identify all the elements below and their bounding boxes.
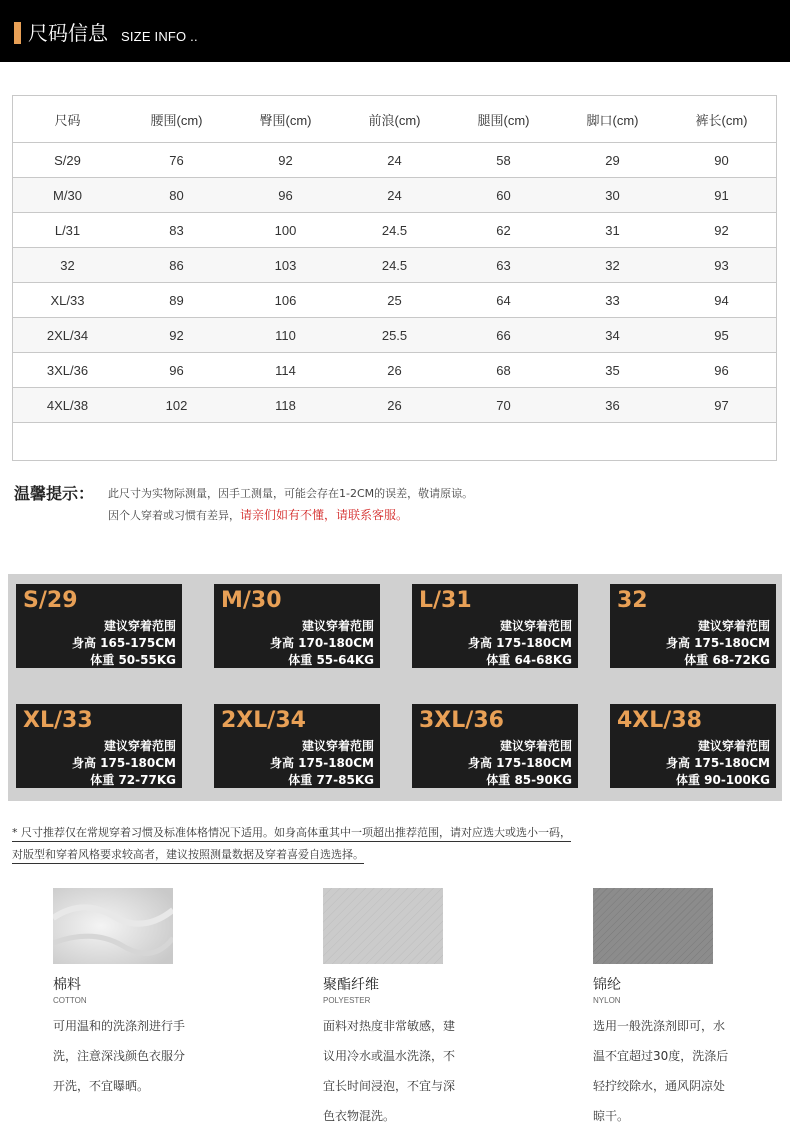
fabric-name-en: POLYESTER [323, 996, 371, 1005]
table-cell: 66 [449, 318, 558, 353]
fabric-name: 聚酯纤维 [323, 977, 379, 993]
size-table-container [12, 95, 777, 461]
table-cell: 110 [231, 318, 340, 353]
table-cell: 95 [667, 318, 776, 353]
table-cell: 35 [558, 353, 667, 388]
table-cell: M/30 [13, 178, 122, 213]
size-table [13, 96, 776, 457]
empty-cell [13, 423, 776, 458]
table-cell: 100 [231, 213, 340, 248]
care-line: 面料对热度非常敏感，建 [323, 1019, 456, 1033]
size-card-title: 建议穿着范围 [499, 739, 572, 753]
col-header: 腰围(cm) [122, 96, 231, 143]
size-card [412, 704, 578, 788]
size-card-height: 身高 175-180CM [467, 636, 572, 650]
nylon-swatch-image [593, 888, 713, 964]
size-card-title: 建议穿着范围 [697, 619, 770, 633]
cotton-swatch-image [53, 888, 173, 964]
size-card-height: 身高 175-180CM [467, 756, 572, 770]
size-card-weight: 体重 68-72KG [684, 653, 770, 667]
size-card-title: 建议穿着范围 [103, 619, 176, 633]
col-header: 腿围(cm) [449, 96, 558, 143]
table-cell: 34 [558, 318, 667, 353]
table-cell: 58 [449, 143, 558, 178]
tip-line-1: 此尺寸为实物际测量，因手工测量，可能会存在1-2CM的误差，敬请原谅。 [108, 487, 474, 500]
size-card-title: 建议穿着范围 [697, 739, 770, 753]
section-title: 尺码信息 [28, 21, 108, 45]
fabric-care-text [323, 1011, 483, 1131]
size-card-weight: 体重 90-100KG [675, 773, 770, 787]
table-cell: 92 [122, 318, 231, 353]
fabric-name: 锦纶 [593, 977, 621, 993]
table-cell: 96 [122, 353, 231, 388]
col-header: 尺码 [13, 96, 122, 143]
size-card [214, 584, 380, 668]
col-header: 前浪(cm) [340, 96, 449, 143]
size-card-title: 建议穿着范围 [103, 739, 176, 753]
note-line-1: * 尺寸推荐仅在常规穿着习惯及标准体格情况下适用。如身高体重其中一项超出推荐范围，请对应选大或选小一码， [12, 824, 571, 842]
note-line-2: 对版型和穿着风格要求较高者，建议按照测量数据及穿着喜爱自选选择。 [12, 846, 364, 864]
fabric-nylon [593, 888, 790, 1131]
fabric-name-en: NYLON [593, 996, 621, 1005]
tip-label: 温馨提示： [14, 484, 95, 503]
table-row [13, 213, 776, 248]
size-card-size: L/31 [419, 588, 472, 613]
fabric-care-text [53, 1011, 213, 1101]
table-cell: 4XL/38 [13, 388, 122, 423]
section-title-en: SIZE INFO .. [121, 29, 198, 44]
table-cell: 89 [122, 283, 231, 318]
table-cell: 26 [340, 388, 449, 423]
table-cell: 80 [122, 178, 231, 213]
table-row [13, 388, 776, 423]
table-cell: 32 [13, 248, 122, 283]
size-card-weight: 体重 72-77KG [90, 773, 176, 787]
table-cell: 103 [231, 248, 340, 283]
size-card-size: S/29 [23, 588, 78, 613]
size-card-title: 建议穿着范围 [301, 739, 374, 753]
care-line: 开洗，不宜曝晒。 [53, 1079, 150, 1093]
table-row [13, 318, 776, 353]
table-cell: 31 [558, 213, 667, 248]
size-recommendation-grid [8, 574, 782, 801]
care-line: 温不宜超过30度，洗涤后 [593, 1049, 729, 1063]
table-cell: 93 [667, 248, 776, 283]
table-cell: 24.5 [340, 248, 449, 283]
care-line: 宜长时间浸泡，不宜与深 [323, 1079, 456, 1093]
table-cell: 90 [667, 143, 776, 178]
size-card-height: 身高 175-180CM [665, 756, 770, 770]
size-card-height: 身高 165-175CM [71, 636, 176, 650]
care-line: 晾干。 [593, 1109, 630, 1123]
table-cell: 33 [558, 283, 667, 318]
table-cell: 2XL/34 [13, 318, 122, 353]
size-card-weight: 体重 77-85KG [288, 773, 374, 787]
size-card-height: 身高 170-180CM [269, 636, 374, 650]
accent-bar [14, 22, 21, 44]
size-card [412, 584, 578, 668]
table-cell: 114 [231, 353, 340, 388]
table-cell: 102 [122, 388, 231, 423]
table-cell: 26 [340, 353, 449, 388]
size-card-size: M/30 [221, 588, 282, 613]
size-card-weight: 体重 85-90KG [486, 773, 572, 787]
size-card-size: 2XL/34 [221, 708, 306, 733]
table-cell: 96 [231, 178, 340, 213]
table-cell: 24.5 [340, 213, 449, 248]
care-line: 洗，注意深浅颜色衣服分 [53, 1049, 186, 1063]
size-card [214, 704, 380, 788]
col-header: 脚口(cm) [558, 96, 667, 143]
table-row-empty [13, 423, 776, 458]
section-header [0, 0, 790, 62]
table-cell: 3XL/36 [13, 353, 122, 388]
size-card-size: 32 [617, 588, 648, 613]
care-line: 可用温和的洗涤剂进行手 [53, 1019, 186, 1033]
table-cell: 86 [122, 248, 231, 283]
table-cell: 83 [122, 213, 231, 248]
table-row [13, 248, 776, 283]
table-cell: 92 [667, 213, 776, 248]
table-row [13, 283, 776, 318]
size-card-height: 身高 175-180CM [665, 636, 770, 650]
size-card-size: 4XL/38 [617, 708, 702, 733]
table-cell: 68 [449, 353, 558, 388]
table-cell: L/31 [13, 213, 122, 248]
fabric-care-text [593, 1011, 753, 1131]
size-card [16, 584, 182, 668]
size-card-title: 建议穿着范围 [301, 619, 374, 633]
col-header: 臀围(cm) [231, 96, 340, 143]
polyester-swatch-image [323, 888, 443, 964]
table-cell: 97 [667, 388, 776, 423]
table-row [13, 353, 776, 388]
table-cell: 25 [340, 283, 449, 318]
table-cell: 94 [667, 283, 776, 318]
size-card-weight: 体重 64-68KG [486, 653, 572, 667]
table-cell: 92 [231, 143, 340, 178]
table-cell: S/29 [13, 143, 122, 178]
size-card [610, 704, 776, 788]
table-row [13, 143, 776, 178]
table-cell: 118 [231, 388, 340, 423]
size-card-size: 3XL/36 [419, 708, 504, 733]
table-cell: 62 [449, 213, 558, 248]
size-card-height: 身高 175-180CM [71, 756, 176, 770]
table-cell: 36 [558, 388, 667, 423]
size-card-size: XL/33 [23, 708, 93, 733]
table-cell: XL/33 [13, 283, 122, 318]
table-cell: 24 [340, 178, 449, 213]
size-card [16, 704, 182, 788]
size-card [610, 584, 776, 668]
table-cell: 25.5 [340, 318, 449, 353]
fabric-cotton [53, 888, 253, 1101]
care-line: 轻拧绞除水，通风阴凉处 [593, 1079, 726, 1093]
col-header: 裤长(cm) [667, 96, 776, 143]
table-cell: 30 [558, 178, 667, 213]
table-cell: 29 [558, 143, 667, 178]
table-cell: 32 [558, 248, 667, 283]
table-cell: 96 [667, 353, 776, 388]
fabric-name: 棉料 [53, 977, 81, 993]
fabric-polyester [323, 888, 523, 1131]
table-row [13, 178, 776, 213]
table-cell: 64 [449, 283, 558, 318]
table-cell: 91 [667, 178, 776, 213]
table-cell: 63 [449, 248, 558, 283]
tip-line-2 [108, 506, 408, 523]
tip-line-2-highlight: 请亲们如有不懂，请联系客服。 [240, 508, 409, 522]
size-card-weight: 体重 50-55KG [90, 653, 176, 667]
care-line: 议用冷水或温水洗涤，不 [323, 1049, 456, 1063]
table-cell: 70 [449, 388, 558, 423]
table-header-row [13, 96, 776, 143]
table-cell: 76 [122, 143, 231, 178]
size-card-title: 建议穿着范围 [499, 619, 572, 633]
table-cell: 24 [340, 143, 449, 178]
size-card-weight: 体重 55-64KG [288, 653, 374, 667]
care-line: 选用一般洗涤剂即可，水 [593, 1019, 726, 1033]
table-cell: 60 [449, 178, 558, 213]
fabric-name-en: COTTON [53, 996, 87, 1005]
size-card-height: 身高 175-180CM [269, 756, 374, 770]
tip-line-2-prefix: 因个人穿着或习惯有差异， [108, 509, 240, 522]
care-line: 色衣物混洗。 [323, 1109, 396, 1123]
table-cell: 106 [231, 283, 340, 318]
